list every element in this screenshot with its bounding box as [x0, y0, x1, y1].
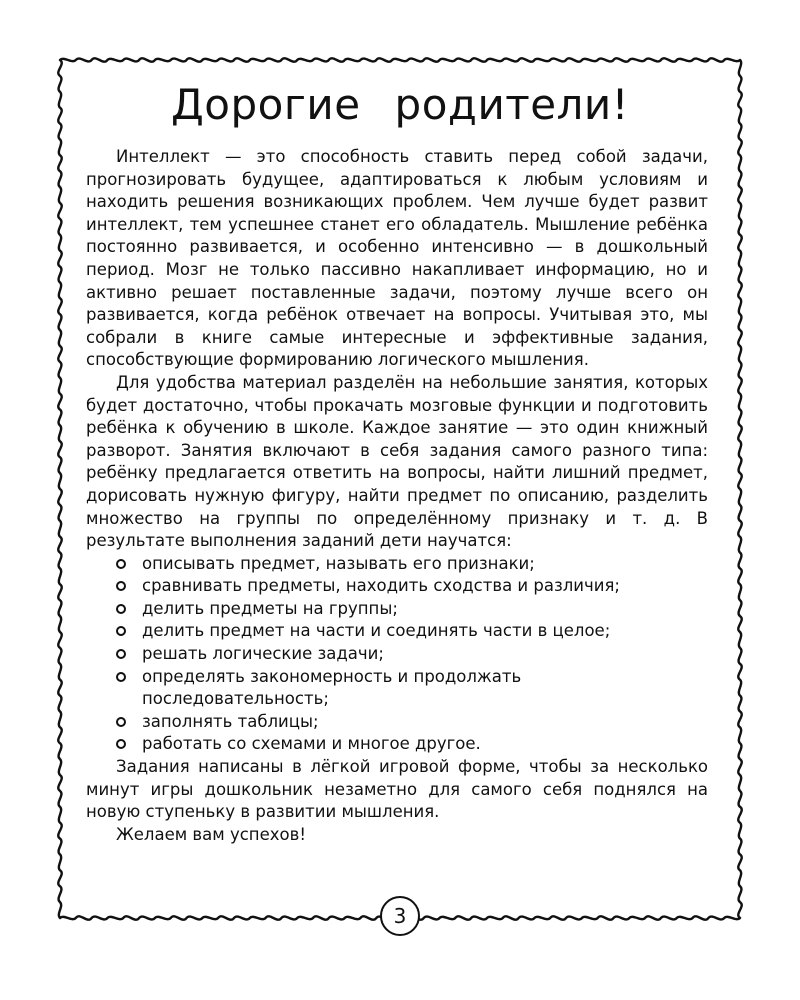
circle-bullet-icon	[116, 626, 126, 636]
skill-text: сравнивать предметы, находить сходства и различия;	[142, 576, 620, 596]
circle-bullet-icon	[116, 581, 126, 591]
skill-item	[86, 711, 708, 734]
skill-item	[86, 598, 708, 621]
skills-list	[86, 553, 708, 756]
closing-wish: Желаем вам успехов!	[116, 824, 306, 844]
title-word-2: родители!	[394, 80, 630, 129]
skill-text: заполнять таблицы;	[142, 711, 319, 731]
circle-bullet-icon	[116, 649, 126, 659]
skill-item	[86, 575, 708, 598]
skill-text: работать со схемами и многое другое.	[142, 734, 481, 754]
structure-paragraph: Для удобства материал разделён на небольшие занятия, которых будет достаточно, чтобы прокачать мозговые функции и подготовить ребёнка к обучению в школе. Каждое занятие — это один книжный разворот. Занятия включают в себя задания самого разного типа: ребёнку предлагается ответить на вопросы, найти лишний предмет, дорисовать нужную фигуру, найти предмет по описанию, разделить множество на группы по определённому признаку и т. д. В результате выполнения заданий дети научатся:	[86, 372, 708, 551]
title-word-1: Дорогие	[170, 80, 361, 129]
skill-item	[86, 620, 708, 643]
page-title	[0, 80, 800, 129]
circle-bullet-icon	[116, 739, 126, 749]
closing-paragraph: Задания написаны в лёгкой игровой форме, чтобы за несколько минут игры дошкольник незаметно для самого себя поднялся на новую ступеньку в развитии мышления.	[86, 757, 708, 822]
skill-text: делить предметы на группы;	[142, 598, 398, 618]
skill-text: решать логические задачи;	[142, 644, 384, 664]
circle-bullet-icon	[116, 717, 126, 727]
letter-body	[86, 146, 708, 846]
circle-bullet-icon	[116, 559, 126, 569]
skill-item	[86, 666, 708, 711]
skill-text: определять закономерность и продолжать последовательность;	[142, 666, 522, 709]
skill-item	[86, 733, 708, 756]
page-number: 3	[380, 896, 420, 936]
skill-text: описывать предмет, называть его признаки;	[142, 553, 535, 573]
skill-item	[86, 553, 708, 576]
skill-item	[86, 643, 708, 666]
skill-text: делить предмет на части и соединять части в целое;	[142, 621, 611, 641]
circle-bullet-icon	[116, 604, 126, 614]
intro-paragraph: Интеллект — это способность ставить перед собой задачи, прогнозировать будущее, адаптироваться к любым условиям и находить решения возникающих проблем. Чем лучше будет развит интеллект, тем успешнее станет его обладатель. Мышление ребёнка постоянно развивается, и особенно интенсивно — в дошкольный период. Мозг не только пассивно накапливает информацию, но и активно решает поставленные задачи, поэтому лучше всего он развивается, когда ребёнок отвечает на вопросы. Учитывая это, мы собрали в книге самые интересные и эффективные задания, способствующие формированию логического мышления.	[86, 147, 708, 370]
circle-bullet-icon	[116, 672, 126, 682]
